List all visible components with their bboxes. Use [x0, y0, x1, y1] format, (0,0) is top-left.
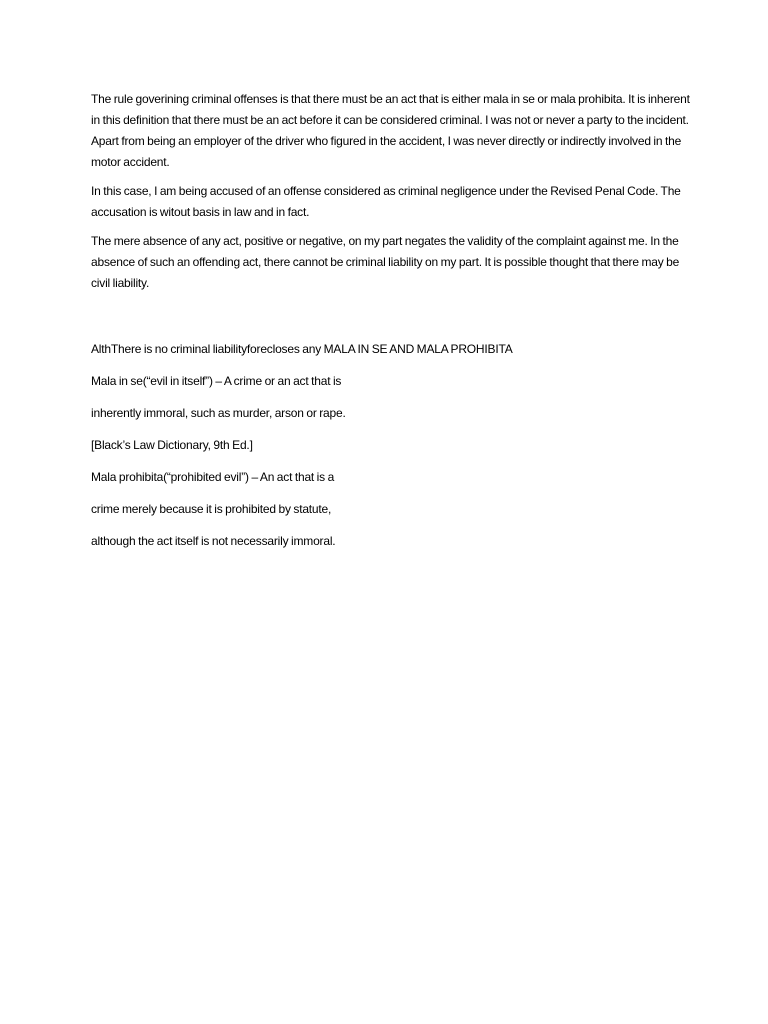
- line-mala-prohibita-definition: Mala prohibita(“prohibited evil”) – An act that is a: [91, 470, 335, 484]
- paragraph-accusation: In this case, I am being accused of an offense considered as criminal negligence under the Revised Penal Code. The accusation is witout basis in law and in fact.: [91, 184, 681, 219]
- line-mala-in-se-examples: inherently immoral, such as murder, arson or rape.: [91, 406, 346, 420]
- document-body: [91, 89, 691, 552]
- line-mala-prohibita-statute: crime merely because it is prohibited by statute,: [91, 502, 332, 516]
- line-citation: [Black’s Law Dictionary, 9th Ed.]: [91, 438, 253, 452]
- line-mala-prohibita-note: although the act itself is not necessarily immoral.: [91, 534, 336, 548]
- line-no-liability: AlthThere is no criminal liabilityforecloses any MALA IN SE AND MALA PROHIBITA: [91, 342, 513, 356]
- line-mala-in-se-definition: Mala in se(“evil in itself”) – A crime or an act that is: [91, 374, 342, 388]
- paragraph-rule: The rule goverining criminal offenses is that there must be an act that is either mala in se or mala prohibita. It is inherent in this definition that there must be an act before it can be considered criminal. I was not or never a party to the incident. Apart from being an employer of the driver who figured in the accident, I was never directly or indirectly involved in the motor accident.: [91, 92, 690, 169]
- section-spacer: [91, 294, 691, 339]
- paragraph-absence: The mere absence of any act, positive or negative, on my part negates the validity of the complaint against me. In the absence of such an offending act, there cannot be criminal liability on my part. It is possible thought that there may be civil liability.: [91, 234, 680, 290]
